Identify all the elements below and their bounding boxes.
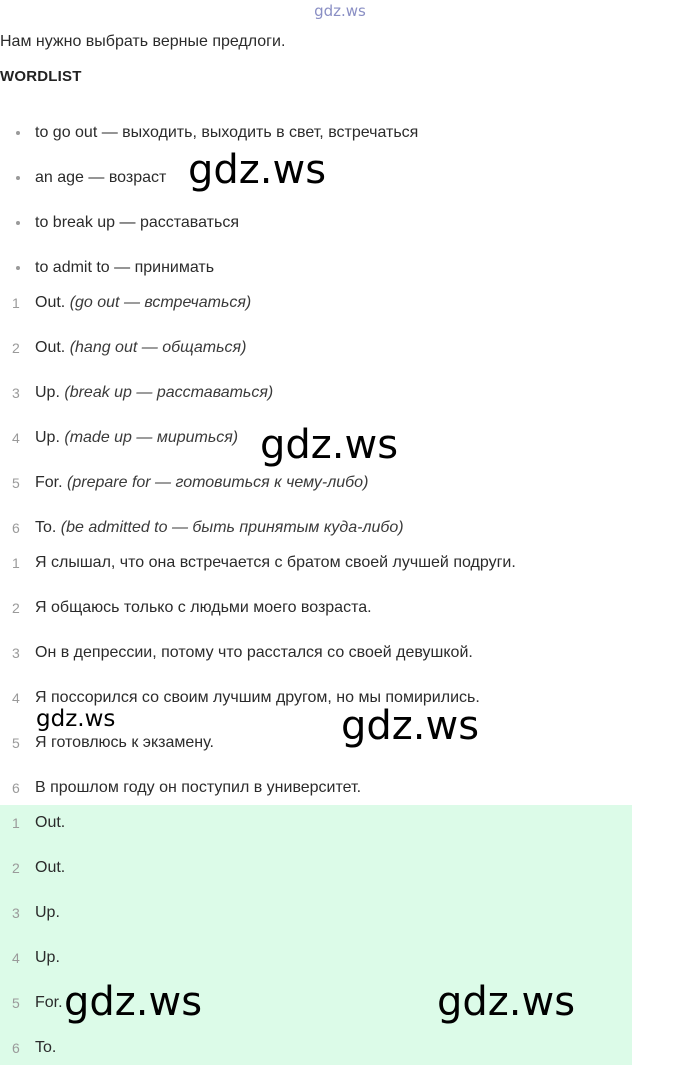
- list-number: 1: [12, 815, 20, 831]
- answer-note: (made up — мириться): [64, 429, 239, 446]
- list-number: 5: [12, 475, 20, 491]
- list-number: 5: [12, 735, 20, 751]
- watermark: gdz.ws: [341, 703, 480, 749]
- list-number: 4: [12, 690, 20, 706]
- answers-highlight-block: [0, 805, 632, 1065]
- list-number: 2: [12, 860, 20, 876]
- watermark: gdz.ws: [260, 422, 399, 468]
- answer-note: (prepare for — готовиться к чему-либо): [67, 474, 369, 491]
- site-header-link[interactable]: gdz.ws: [314, 2, 366, 20]
- watermark: gdz.ws: [188, 147, 327, 193]
- answer-text: Out.: [35, 294, 66, 311]
- answer-text: For.: [35, 474, 63, 491]
- answer-note: (go out — встречаться): [69, 294, 252, 311]
- list-number: 2: [12, 600, 20, 616]
- list-number: 5: [12, 995, 20, 1011]
- list-number: 3: [12, 645, 20, 661]
- list-number: 1: [12, 295, 20, 311]
- list-number: 3: [12, 905, 20, 921]
- answer-text: Up.: [35, 384, 60, 401]
- answer-text: Out.: [35, 339, 66, 356]
- bullet-icon: [16, 176, 20, 180]
- watermark: gdz.ws: [437, 979, 576, 1025]
- answer-note: (break up — расставаться): [64, 384, 274, 401]
- list-number: 3: [12, 385, 20, 401]
- bullet-icon: [16, 131, 20, 135]
- watermark: gdz.ws: [36, 706, 116, 732]
- list-number: 4: [12, 430, 20, 446]
- bullet-icon: [16, 221, 20, 225]
- list-number: 6: [12, 1040, 20, 1056]
- answer-text: To.: [35, 519, 57, 536]
- answer-text: Up.: [35, 429, 60, 446]
- answer-note: (hang out — общаться): [69, 339, 247, 356]
- list-number: 4: [12, 950, 20, 966]
- list-number: 6: [12, 780, 20, 796]
- list-number: 2: [12, 340, 20, 356]
- list-number: 6: [12, 520, 20, 536]
- answer-note: (be admitted to — быть принятым куда-либо): [60, 519, 404, 536]
- wordlist-heading: WORDLIST: [0, 68, 82, 85]
- intro-text: Нам нужно выбрать верные предлоги.: [0, 33, 286, 50]
- list-number: 1: [12, 555, 20, 571]
- watermark: gdz.ws: [64, 979, 203, 1025]
- bullet-icon: [16, 266, 20, 270]
